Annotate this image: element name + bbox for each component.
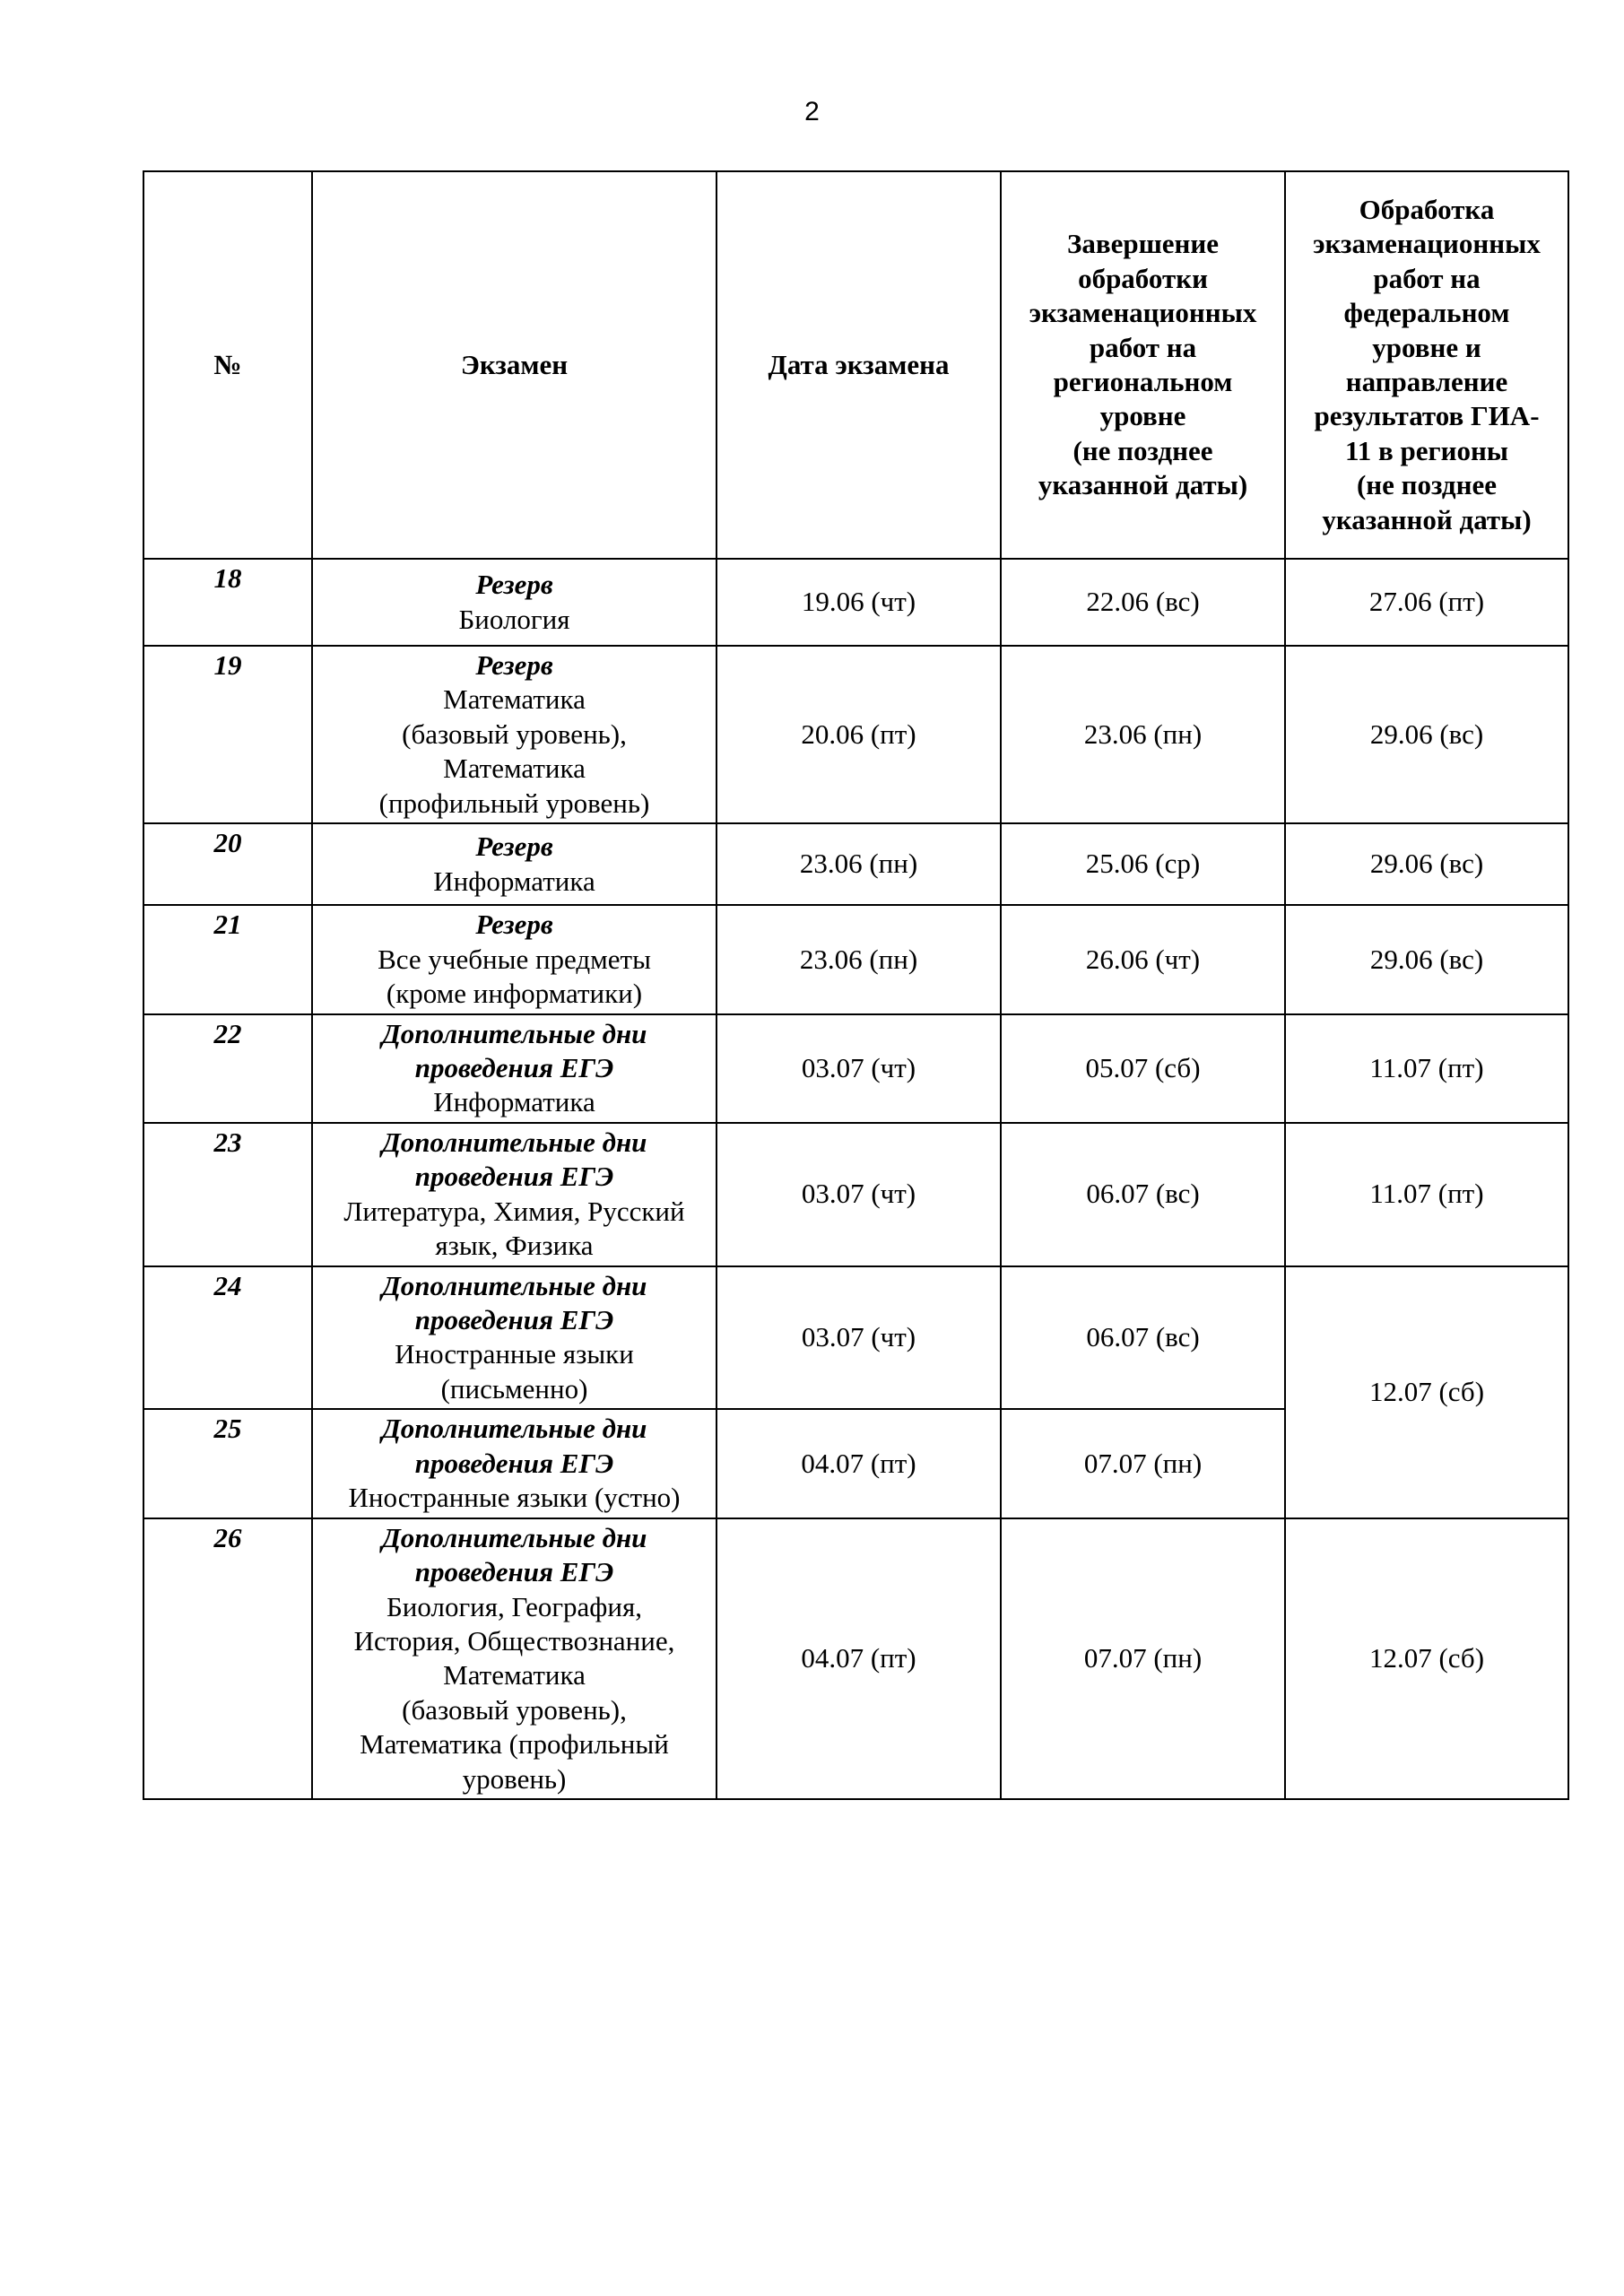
exam-subjects: Литература, Химия, Русский язык, Физика <box>343 1195 685 1262</box>
regional-deadline: 06.07 (вс) <box>1001 1266 1285 1410</box>
table-row <box>143 1123 1568 1266</box>
federal-deadline: 12.07 (сб) <box>1285 1518 1568 1800</box>
exam-subjects: Биология, География, История, Обществознание, Математика (базовый уровень), Математика (профильный уровень) <box>353 1590 675 1795</box>
row-number: 18 <box>143 559 312 646</box>
exam-subjects: Все учебные предметы (кроме информатики) <box>378 943 651 1010</box>
regional-deadline: 22.06 (вс) <box>1001 559 1285 646</box>
exam-cell <box>312 646 716 823</box>
table-row <box>143 823 1568 905</box>
exam-title: Дополнительные дни проведения ЕГЭ <box>381 1413 647 1479</box>
row-number: 22 <box>143 1014 312 1123</box>
exam-date: 03.07 (чт) <box>716 1014 1001 1123</box>
header-federal-processing: Обработка экзаменационных работ на федеральном уровне и направление результатов ГИА- 11 в регионы (не позднее указанной даты) <box>1285 171 1568 559</box>
row-number: 23 <box>143 1123 312 1266</box>
header-regional-processing: Завершение обработки экзаменационных работ на региональном уровне (не позднее указанной даты) <box>1001 171 1285 559</box>
exam-title: Дополнительные дни проведения ЕГЭ <box>381 1017 647 1083</box>
federal-deadline: 29.06 (вс) <box>1285 646 1568 823</box>
exam-date: 23.06 (пн) <box>716 905 1001 1013</box>
row-number: 20 <box>143 823 312 905</box>
table-header-row <box>143 171 1568 559</box>
regional-deadline: 06.07 (вс) <box>1001 1123 1285 1266</box>
regional-deadline: 26.06 (чт) <box>1001 905 1285 1013</box>
exam-cell <box>312 1266 716 1410</box>
exam-date: 03.07 (чт) <box>716 1266 1001 1410</box>
table-row <box>143 1014 1568 1123</box>
exam-title: Дополнительные дни проведения ЕГЭ <box>381 1269 647 1335</box>
exam-schedule-table <box>143 170 1569 1800</box>
row-number: 25 <box>143 1409 312 1518</box>
regional-deadline: 07.07 (пн) <box>1001 1518 1285 1800</box>
table-row <box>143 1518 1568 1800</box>
header-exam: Экзамен <box>312 171 716 559</box>
federal-deadline: 12.07 (сб) <box>1285 1266 1568 1518</box>
exam-title: Резерв <box>475 569 553 601</box>
exam-subjects: Иностранные языки (письменно) <box>395 1338 634 1405</box>
exam-cell <box>312 1409 716 1518</box>
regional-deadline: 05.07 (сб) <box>1001 1014 1285 1123</box>
regional-deadline: 23.06 (пн) <box>1001 646 1285 823</box>
row-number: 26 <box>143 1518 312 1800</box>
regional-deadline: 07.07 (пн) <box>1001 1409 1285 1518</box>
table-row <box>143 559 1568 646</box>
exam-date: 04.07 (пт) <box>716 1518 1001 1800</box>
federal-deadline: 11.07 (пт) <box>1285 1123 1568 1266</box>
regional-deadline: 25.06 (ср) <box>1001 823 1285 905</box>
federal-deadline: 11.07 (пт) <box>1285 1014 1568 1123</box>
exam-title: Резерв <box>475 649 553 681</box>
exam-cell <box>312 1518 716 1800</box>
exam-date: 23.06 (пн) <box>716 823 1001 905</box>
exam-subjects: Математика (базовый уровень), Математика (профильный уровень) <box>378 683 650 819</box>
row-number: 24 <box>143 1266 312 1410</box>
exam-cell <box>312 1014 716 1123</box>
exam-subjects: Иностранные языки (устно) <box>348 1482 681 1514</box>
exam-title: Резерв <box>475 831 553 863</box>
exam-date: 20.06 (пт) <box>716 646 1001 823</box>
exam-title: Резерв <box>475 909 553 941</box>
page-number: 2 <box>804 97 820 126</box>
exam-title: Дополнительные дни проведения ЕГЭ <box>381 1126 647 1193</box>
header-num: № <box>143 171 312 559</box>
exam-cell <box>312 1123 716 1266</box>
exam-subjects: Информатика <box>433 865 595 897</box>
exam-date: 03.07 (чт) <box>716 1123 1001 1266</box>
exam-cell <box>312 559 716 646</box>
header-date: Дата экзамена <box>716 171 1001 559</box>
exam-cell <box>312 905 716 1013</box>
federal-deadline: 29.06 (вс) <box>1285 823 1568 905</box>
exam-cell <box>312 823 716 905</box>
exam-subjects: Биология <box>458 603 570 635</box>
row-number: 21 <box>143 905 312 1013</box>
federal-deadline: 29.06 (вс) <box>1285 905 1568 1013</box>
table-row <box>143 905 1568 1013</box>
table-row <box>143 646 1568 823</box>
exam-date: 19.06 (чт) <box>716 559 1001 646</box>
exam-date: 04.07 (пт) <box>716 1409 1001 1518</box>
table-row <box>143 1266 1568 1410</box>
exam-title: Дополнительные дни проведения ЕГЭ <box>381 1521 647 1588</box>
exam-subjects: Информатика <box>433 1086 595 1118</box>
federal-deadline: 27.06 (пт) <box>1285 559 1568 646</box>
row-number: 19 <box>143 646 312 823</box>
